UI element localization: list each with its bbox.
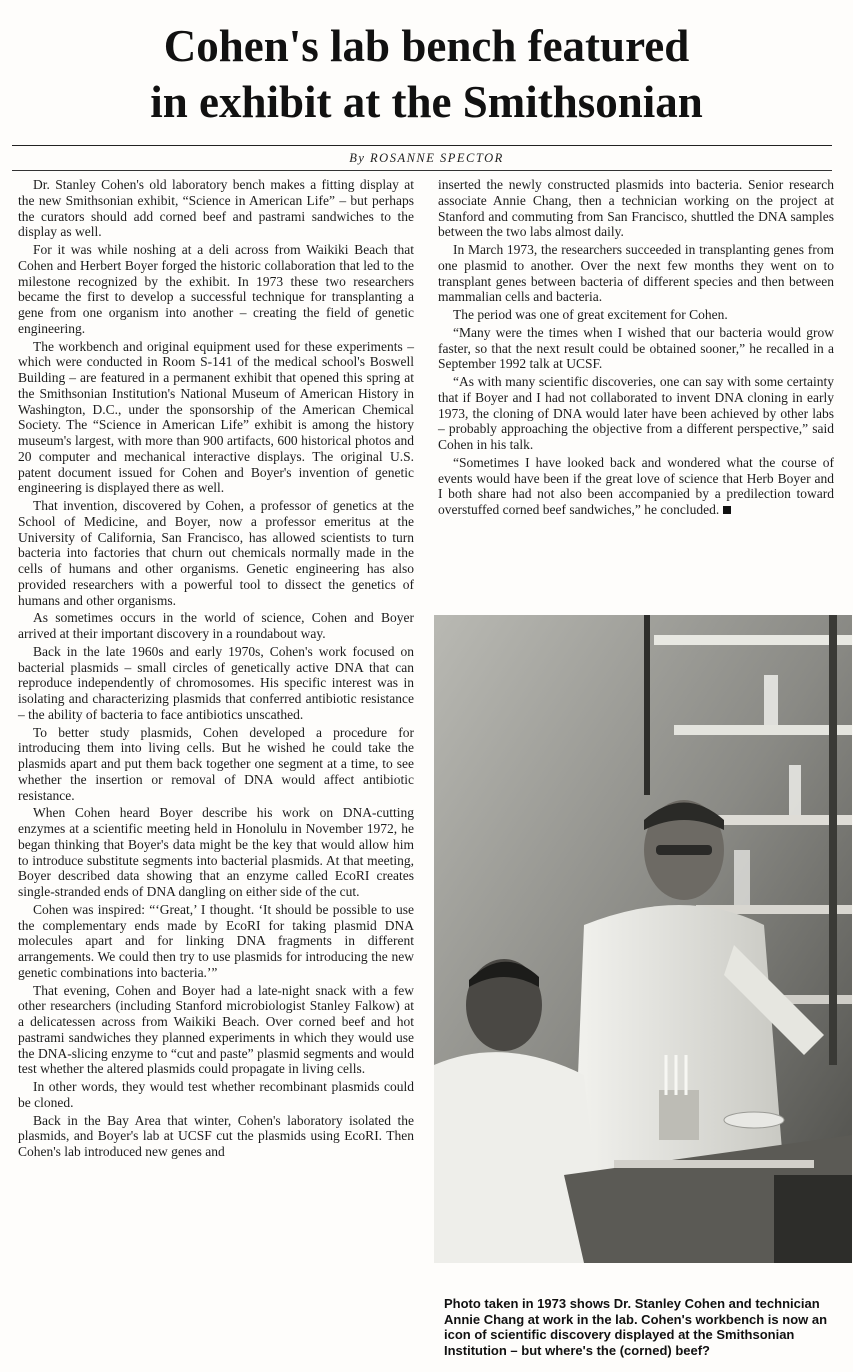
article-paragraph: In other words, they would test whether recombinant plasmids could be cloned. <box>18 1079 414 1110</box>
headline-line-1: Cohen's lab bench featured <box>163 21 690 71</box>
headline-line-2: in exhibit at the Smithsonian <box>150 77 703 127</box>
right-column <box>438 177 834 520</box>
byline-rule <box>12 170 832 171</box>
top-rule <box>12 145 832 146</box>
article-paragraph: That evening, Cohen and Boyer had a late-night snack with a few other researchers (including Stanford microbiologist Stanley Falkow) at a delicatessen across from Waikiki Beach. Over corned beef and hot pastrami sandwiches they planned experiments in which they would use the DNA-slicing enzyme to “cut and paste” plasmid segments and would test whether the altered plasmids could propagate in living cells. <box>18 982 414 1077</box>
article-paragraph: To better study plasmids, Cohen developed a procedure for introducing them into living cells. But he wished he could take the plasmids apart and put them back together one segment at a time, to see whether the insertion or removal of DNA would affect antibiotic resistance. <box>18 724 414 803</box>
article-paragraph: When Cohen heard Boyer describe his work on DNA-cutting enzymes at a scientific meeting held in Honolulu in November 1972, he began thinking that Boyer's data might be the key that would allow him to introduce substitute segments into bacterial plasmids. At that meeting, Boyer described data showing that an enzyme called EcoRI creates single-stranded ends of DNA dangling on either side of the cut. <box>18 805 414 899</box>
article-paragraph: In March 1973, the researchers succeeded in transplanting genes from one plasmid to another. Over the next few months they went on to transplant genes between bacteria of different species and then between mammalian cells and bacteria. <box>438 242 834 305</box>
article-paragraph: Dr. Stanley Cohen's old laboratory bench makes a fitting display at the new Smithsonian exhibit, “Science in American Life” – but perhaps the curators should add corned beef and pastrami sandwiches to the display as well. <box>18 177 414 240</box>
article-paragraph: “As with many scientific discoveries, one can say with some certainty that if Boyer and I had not collaborated to invent DNA cloning in early 1973, the cloning of DNA would later have been achieved by other labs – probably approaching the objective from a different perspective,” said Cohen in his talk. <box>438 374 834 452</box>
article-paragraph: As sometimes occurs in the world of science, Cohen and Boyer arrived at their important discovery in a roundabout way. <box>18 610 414 641</box>
headline <box>0 18 853 130</box>
article-paragraph: Back in the Bay Area that winter, Cohen's laboratory isolated the plasmids, and Boyer's lab at UCSF cut the plasmids using EcoRI. Then Cohen's lab introduced new genes and <box>18 1112 414 1159</box>
photo-caption: Photo taken in 1973 shows Dr. Stanley Cohen and technician Annie Chang at work in the lab. Cohen's workbench is now an icon of scientific discovery displayed at the Smithsonian Institution – but where's the (corned) beef? <box>444 1296 828 1358</box>
lab-photo <box>434 615 852 1263</box>
byline: By ROSANNE SPECTOR <box>349 151 504 165</box>
article-paragraph: “Many were the times when I wished that our bacteria would grow faster, so that the next result could be obtained sooner,” he recalled in a September 1992 talk at UCSF. <box>438 324 834 372</box>
article-paragraph: That invention, discovered by Cohen, a professor of genetics at the School of Medicine, and Boyer, now a professor emeritus at the University of California, San Francisco, has allowed scientists to turn bacteria into factories that churn out chemicals normally made in the cells of humans and other organisms. Genetic engineering has also provided researchers with a powerful tool to dissect the genetics of humans and other organisms. <box>18 498 414 608</box>
article-paragraph: Back in the late 1960s and early 1970s, Cohen's work focused on bacterial plasmids – small circles of genetically active DNA that can reproduce independently of chromosomes. His specific interest was in isolating and characterizing plasmids that conferred antibiotic resistance – the ability of bacteria to face antibiotics unscathed. <box>18 643 414 722</box>
article-paragraph: inserted the newly constructed plasmids into bacteria. Senior research associate Annie Chang, then a technician working on the project at Stanford and commuting from San Francisco, shuttled the DNA samples between the two labs almost daily. <box>438 177 834 240</box>
article-paragraph: “Sometimes I have looked back and wondered what the course of events would have been if the great love of science that Herb Boyer and I both share had not also been accompanied by a predilection toward overstuffed corned beef sandwiches,” he concluded. <box>438 454 834 517</box>
end-of-story-mark <box>723 506 731 514</box>
article-paragraph: For it was while noshing at a deli across from Waikiki Beach that Cohen and Herbert Boyer forged the historic collaboration that led to the milestone recognized by the exhibit. In 1973 these two researchers became the first to develop a successful technique for transplanting a gene from one organism into another – creating the field of genetic engineering. <box>18 242 414 336</box>
article-paragraph: Cohen was inspired: “‘Great,’ I thought. ‘It should be possible to use the complementary ends made by EcoRI for taking plasmid DNA molecules apart and for linking DNA fragments in different arrangements. We could then try to use plasmids for introducing the new genetic combinations into bacteria.’” <box>18 901 414 980</box>
left-column <box>18 177 414 1162</box>
article-paragraph: The period was one of great excitement for Cohen. <box>453 307 728 322</box>
article-paragraph: The workbench and original equipment used for these experiments – which were conducted in Room S-141 of the medical school's Boswell Building – are featured in a permanent exhibit that opened this spring at the Smithsonian Institution's National Museum of American History in Washington, D.C., under the sponsorship of the American Chemical Society. The “Science in American Life” exhibit is among the history museum's largest, with more than 900 artifacts, 600 historical photos and 20 computer and mechanical interactive displays. The original U.S. patent document issued for Cohen and Boyer's invention of genetic engineering is displayed there as well. <box>18 338 414 496</box>
